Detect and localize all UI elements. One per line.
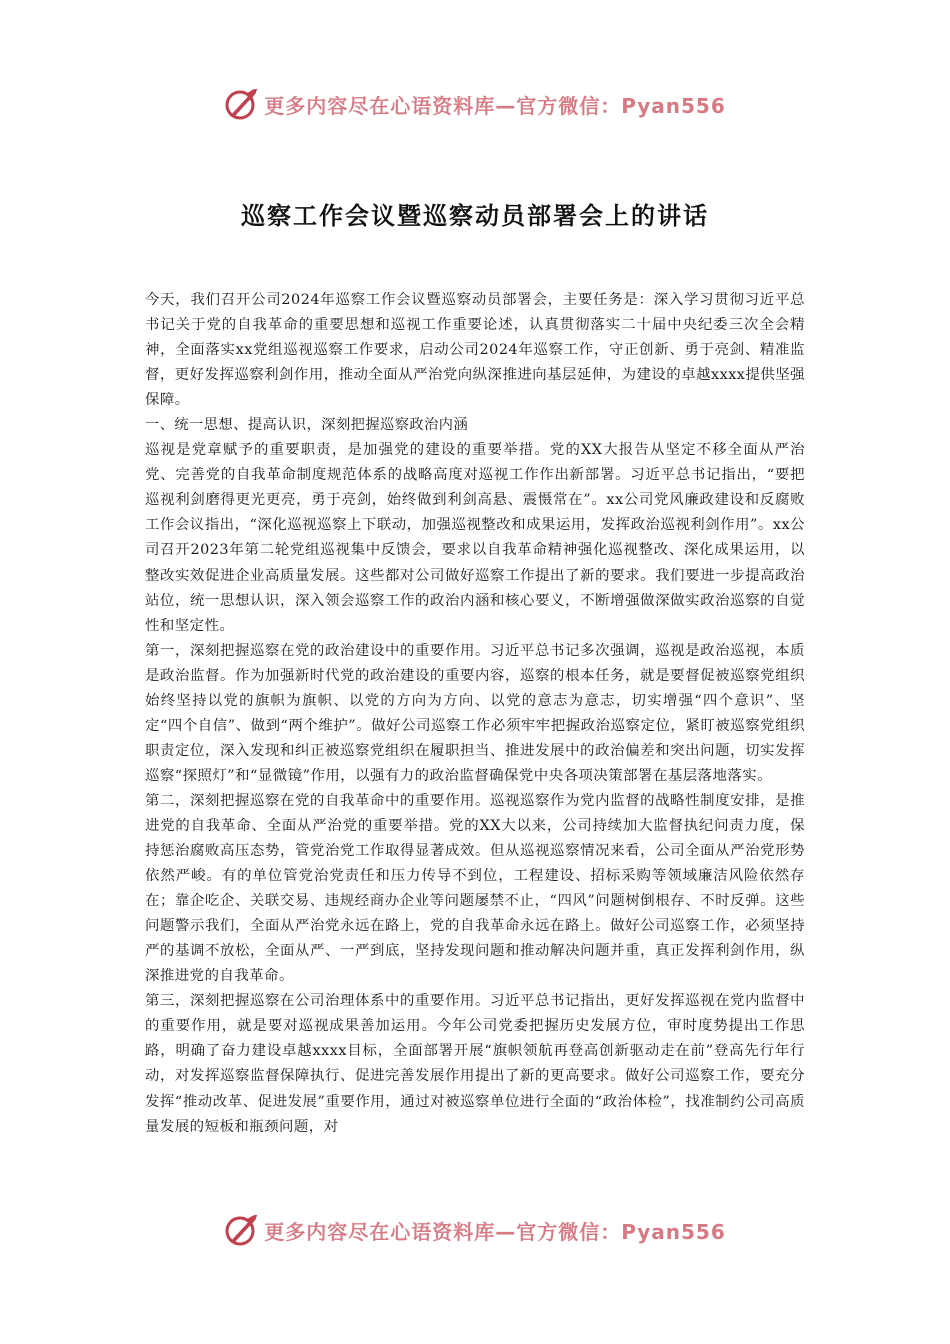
watermark-text-bottom: 更多内容尽在心语资料库—官方微信：Pyan556 — [264, 1219, 726, 1244]
section-heading-1: 一、统一思想、提高认识，深刻把握巡察政治内涵 — [145, 417, 469, 434]
paragraph-point-1: 第一，深刻把握巡察在党的政治建设中的重要作用。习近平总书记多次强调，巡视是政治巡视，本质是政治监督。作为加强新时代党的政治建设的重要内容，巡察的根本任务，就是要督促被巡察党组织始终坚持以党的旗帜为旗帜、以党的方向为方向、以党的意志为意志，切实增强“四个意识”、坚定“四个自信”、做到“两个维护”。做好公司巡察工作必须牢牢把握政治巡察定位，紧盯被巡察党组织职责定位，深入发现和纠正被巡察党组织在履职担当、推进发展中的政治偏差和突出问题，切实发挥巡察“探照灯”和“显微镜”作用，以强有力的政治监督确保党中央各项决策部署在基层落地落实。 — [145, 642, 805, 784]
document-body — [145, 288, 805, 1140]
watermark-banner-bottom — [0, 1210, 950, 1250]
quill-pen-logo-icon — [224, 86, 260, 122]
paragraph-point-2: 第二，深刻把握巡察在党的自我革命中的重要作用。巡视巡察作为党内监督的战略性制度安排，是推进党的自我革命、全面从严治党的重要举措。党的XX大以来，公司持续加大监督执纪问责力度，保持惩治腐败高压态势，管党治党工作取得显著成效。但从巡视巡察情况来看，公司全面从严治党形势依然严峻。有的单位管党治党责任和压力传导不到位，工程建设、招标采购等领域廉洁风险依然存在；靠企吃企、关联交易、违规经商办企业等问题屡禁不止，“四风”问题树倒根存、不时反弹。这些问题警示我们，全面从严治党永远在路上，党的自我革命永远在路上。做好公司巡察工作，必须坚持严的基调不放松，全面从严、一严到底，坚持发现问题和推动解决问题并重，真正发挥利剑作用，纵深推进党的自我革命。 — [145, 792, 805, 985]
document-title: 巡察工作会议暨巡察动员部署会上的讲话 — [241, 202, 709, 231]
watermark-text-top: 更多内容尽在心语资料库—官方微信：Pyan556 — [264, 93, 726, 118]
paragraph-section-1: 巡视是党章赋予的重要职责，是加强党的建设的重要举措。党的XX大报告从坚定不移全面从严治党、完善党的自我革命制度规范体系的战略高度对巡视工作作出新部署。习近平总书记指出，“要把巡视利剑磨得更光更亮，勇于亮剑，始终做到利剑高悬、震慑常在”。xx公司党风廉政建设和反腐败工作会议指出，“深化巡视巡察上下联动，加强巡视整改和成果运用，发挥政治巡视利剑作用”。xx公司召开2023年第二轮党组巡视集中反馈会，要求以自我革命精神强化巡视整改、深化成果运用，以整改实效促进企业高质量发展。这些都对公司做好巡察工作提出了新的要求。我们要进一步提高政治站位，统一思想认识，深入领会巡察工作的政治内涵和核心要义，不断增强做深做实政治巡察的自觉性和坚定性。 — [145, 442, 805, 634]
watermark-banner-top — [0, 84, 950, 124]
quill-pen-logo-icon — [224, 1212, 260, 1248]
paragraph-intro: 今天，我们召开公司2024年巡察工作会议暨巡察动员部署会，主要任务是：深入学习贯彻习近平总书记关于党的自我革命的重要思想和巡视工作重要论述，认真贯彻落实二十届中央纪委三次全会精神，全面落实xx党组巡视巡察工作要求，启动公司2024年巡察工作，守正创新、勇于亮剑、精准监督，更好发挥巡察利剑作用，推动全面从严治党向纵深推进向基层延伸，为建设的卓越xxxx提供坚强保障。 — [145, 292, 805, 409]
paragraph-point-3: 第三，深刻把握巡察在公司治理体系中的重要作用。习近平总书记指出，更好发挥巡视在党内监督中的重要作用，就是要对巡视成果善加运用。今年公司党委把握历史发展方位，审时度势提出工作思路，明确了奋力建设卓越xxxx目标，全面部署开展“旗帜领航再登高创新驱动走在前”登高先行年行动，对发挥巡察监督保障执行、促进完善发展作用提出了新的更高要求。做好公司巡察工作，要充分发挥“推动改革、促进发展”重要作用，通过对被巡察单位进行全面的“政治体检”，找准制约公司高质量发展的短板和瓶颈问题，对 — [145, 993, 805, 1135]
